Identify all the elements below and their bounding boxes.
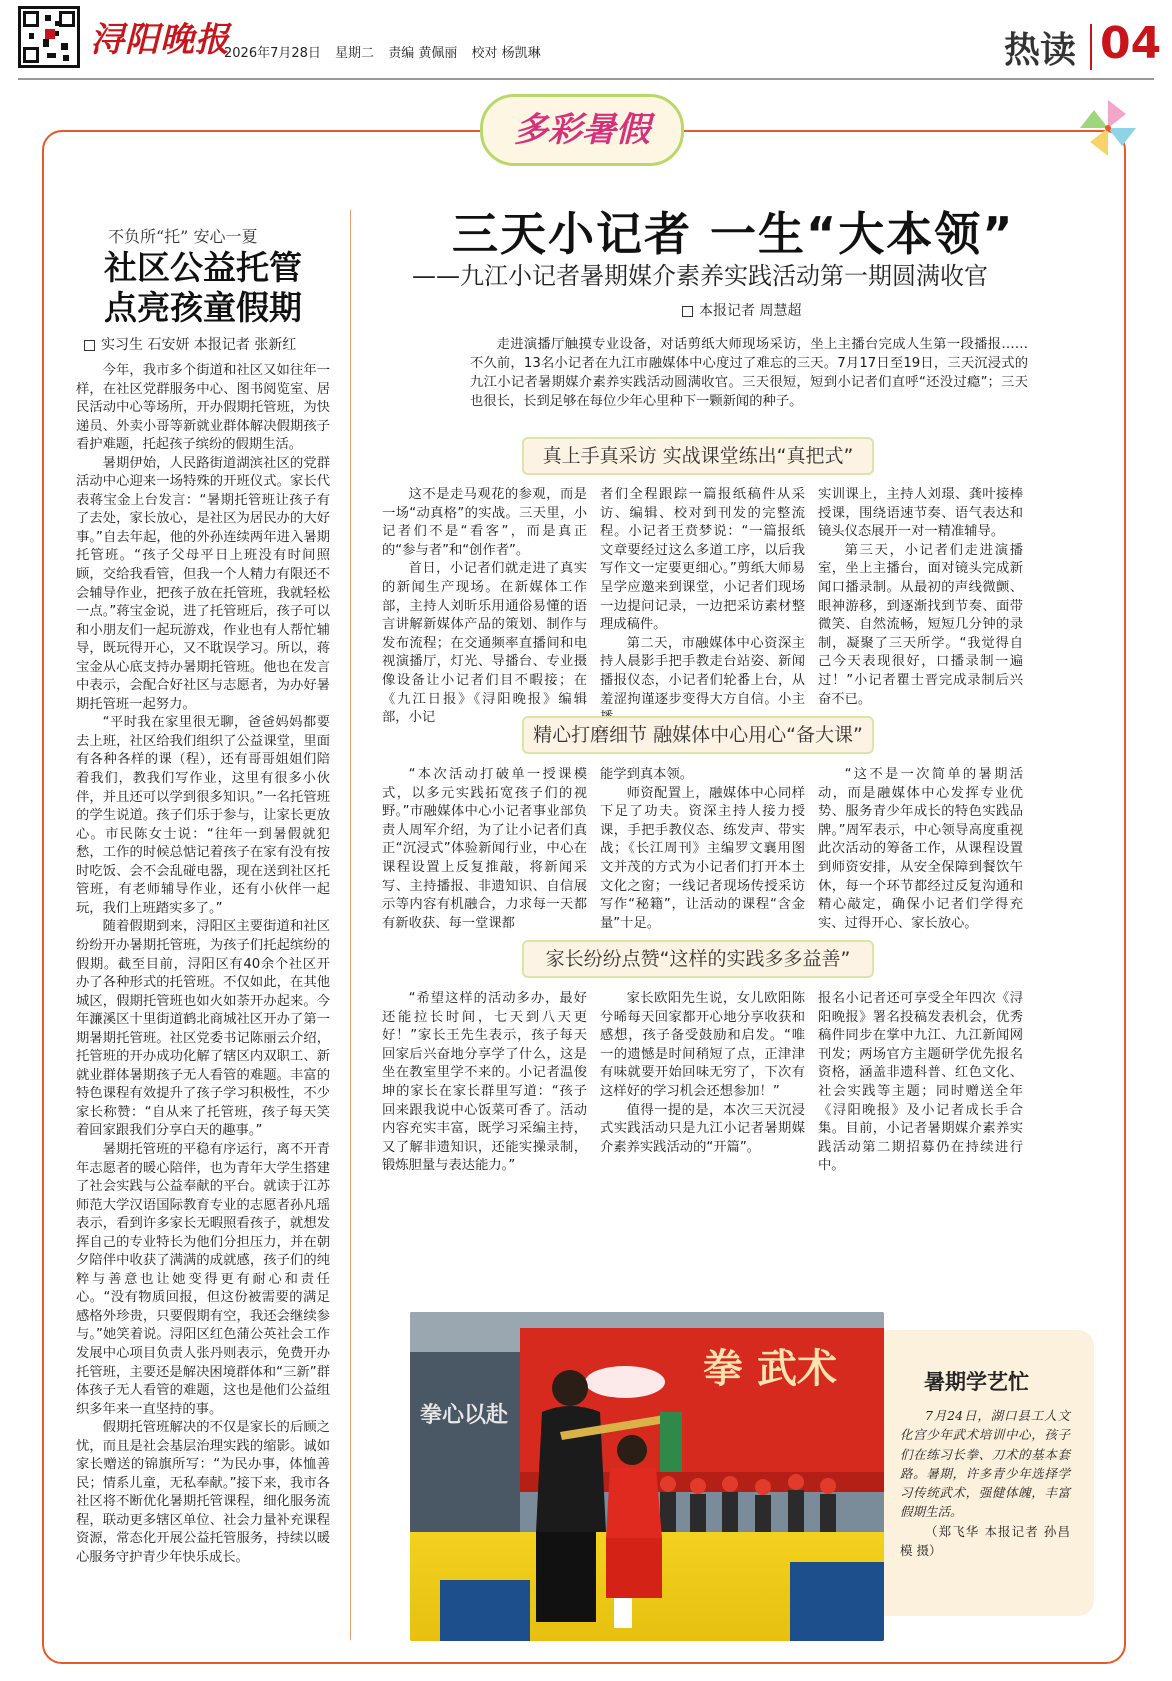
text-column [818, 486, 1023, 709]
left-article-byline: 实习生 石安妍 本报记者 张新红 [84, 334, 296, 354]
byline-box-icon [84, 340, 95, 351]
paragraph: 假期托管班解决的不仅是家长的后顾之忧，而且是社会基层治理实践的缩影。诚如家长赠送的锦旗所写：“为民办事，体恤善民；情系儿童，无私奉献。”接下来，我市各社区将不断优化暑期托管课程，细化服务流程，联动更多辖区单位、社会力量补充课程资源，常态化开展公益托管服务，持续以暖心服务守护青少年快乐成长。 [76, 1420, 330, 1565]
paragraph: 报名小记者还可享受全年四次《浔阳晚报》署名投稿发表机会，优秀稿件同步在掌中九江、九江新闻网刊发；两场官方主题研学优先报名资格，涵盖非遗科普、红色文化、社会实践等主题；同时赠送全年《浔阳晚报》及小记者成长手合集。目前，小记者暑期媒介素养实践活动第二期招募仍在持续进行中。 [818, 991, 1023, 1174]
paragraph: 这不是走马观花的参观，而是一场“动真格”的实战。三天里，小记者们不是“看客”，而是真正的“参与者”和“创作者”。 [382, 487, 587, 558]
paragraph: “这不是一次简单的暑期活动，而是融媒体中心发挥专业优势、服务青少年成长的特色实践品牌。”周军表示，中心领导高度重视此次活动的筹备工作，从课程设置到师资安排，从安全保障到餐饮午休，每一个环节都经过反复沟通和精心敲定，确保小记者们学得充实、过得开心、家长放心。 [818, 767, 1023, 931]
paragraph: 暑期伊始，人民路街道湖滨社区的党群活动中心迎来一场特殊的开班仪式。家长代表蒋宝金上台发言：“暑期托管班让孩子有了去处，家长放心，是社区为居民办的大好事。”自去年起，他的外孙连续两年进入暑期托管班。“孩子父母平日上班没有时间照顾，交给我看管，但我一个人精力有限还不会辅导作业，把孩子放在托管班，我就轻松一点。”蒋宝金说，进了托管班后，孩子可以和小朋友们一起玩游戏，作业也有人帮忙辅导，既玩得开心，又不耽误学习。所以，蒋宝金从心底支持办暑期托管班。他也在发言中表示，会配合好社区与志愿者，为办好暑期托管班一起努力。 [76, 455, 330, 712]
page-number: 04 [1100, 18, 1162, 69]
main-article-byline: 本报记者 周慧超 [682, 300, 801, 320]
paragraph: “希望这样的活动多办，最好还能拉长时间，七天到八天更好！”家长王先生表示，孩子每天回家后兴奋地分享学了什么，这是坐在教室里学不来的。小记者温俊坤的家长在家长群里写道：“孩子回来跟我说中心饭菜可香了。活动内容充实丰富，既学习采编主持，又了解非遗知识，还能实操录制，锻炼胆量与表达能力。” [382, 991, 587, 1174]
paragraph: 者们全程跟踪一篇报纸稿件从采访、编辑、校对到刊发的完整流程。小记者王贲梦说：“一篇报纸文章要经过这么多道工序，以后我写作文一定要更细心。”剪纸大师易呈学应邀来到课堂，小记者们现场一边提问记录，一边把采访素材整理成稿件。 [600, 487, 805, 633]
paragraph: “本次活动打破单一授课模式，以多元实践拓宽孩子们的视野。”市融媒体中心小记者事业部负责人周军介绍，为了让小记者们真正“沉浸式”体验新闻行业，中心在课程设置上反复推敲，将新闻采写、主持播报、非遗知识、自信展示等内容有机融合，力求每一天都有新收获、每一堂课都 [382, 767, 587, 931]
issue-info [224, 42, 551, 61]
issue-date: 2026年7月28日 [224, 46, 321, 61]
caption-title: 暑期学艺忙 [924, 1370, 1029, 1394]
main-article-lead: 走进演播厅触摸专业设备，对话剪纸大师现场采访，坐上主播台完成人生第一段播报……不久前，13名小记者在九江市融媒体中心度过了难忘的三天。7月17日至19日，三天沉浸式的九江小记者暑期媒介素养实践活动圆满收官。三天很短，短到小记者们直呼“还没过瘾”；三天也很长，长到足够在每位少年心里种下一颗新闻的种子。 [470, 337, 1028, 409]
issue-weekday: 星期二 [335, 46, 375, 61]
paragraph: 家长欧阳先生说，女儿欧阳陈兮晞每天回家都开心地分享收获和感想，孩子备受鼓励和启发。“唯一的遗憾是时间稍短了点，正津津有味就要开始回味无穷了，下次有这样好的学习机会还想参加！” [600, 991, 805, 1099]
text-column [600, 766, 805, 933]
martial-arts-photo [410, 1312, 884, 1641]
paragraph: 第二天，市融媒体中心资深主持人晨影手把手教走台站姿、新闻播报仪态，小记者们轮番上台，从羞涩拘谨逐步变得大方自信。小主 [600, 635, 805, 707]
left-title-line1: 社区公益托管 [104, 248, 302, 287]
paragraph: 实训课上，主持人刘璟、龚叶接棒授课，围绕语速节奏、语气表达和镜头仪态展开一对一精准辅导。 [818, 487, 1023, 540]
header-rule [18, 78, 1154, 80]
section-heading: 家长纷纷点赞“这样的实践多多益善” [522, 940, 874, 978]
text-column [818, 990, 1023, 1176]
main-article-title: 三天小记者 一生“大本领” [452, 207, 1015, 261]
paragraph: 值得一提的是，本次三天沉浸式实践活动只是九江小记者暑期媒介素养实践活动的“开篇”。 [600, 1102, 805, 1155]
paragraph: 第三天，小记者们走进演播室，坐上主播台，面对镜头完成新闻口播录制。从最初的声线微颤、眼神游移，到逐渐找到节奏、面带微笑、自然流畅，短短几分钟的录制，凝聚了三天所学。“我觉得自己今天表现很好，口播录制一遍过！”小记者瞿士晋完成录制后兴奋不已。 [818, 542, 1023, 707]
proofreader-credit: 校对 杨凯琳 [471, 46, 541, 61]
text-column [818, 766, 1023, 933]
byline-box-icon [682, 306, 693, 317]
photo-illustration [410, 1312, 884, 1641]
left-article-body [76, 362, 330, 1568]
editor-credit: 责编 黄佩丽 [388, 46, 458, 61]
summer-banner: 多彩暑假 [480, 94, 684, 166]
paragraph: 首日，小记者们就走进了真实的新闻生产现场。在新媒体工作部，主持人刘昕乐用通俗易懂的语言讲解新媒体产品的策划、制作与发布流程；在交通频率直播间和电视演播厅，灯光、导播台、专业摄像设备让小记者们目不暇接；在《九江日报》《浔阳晚报》编辑部，小记 [382, 561, 587, 726]
left-title-line2: 点亮孩童假期 [104, 288, 302, 327]
newspaper-logo: 浔阳晚报 [90, 20, 230, 60]
left-article-kicker: 不负所“托” 安心一夏 [108, 227, 258, 246]
paragraph: 师资配置上，融媒体中心同样下足了功夫。资深主持人接力授课，手把手教仪态、练发声、带实战；《长江周刊》主编罗文襄用图文并茂的方式为小记者们打开本土文化之窗；一线记者现场传授采访写作“秘籍”，让活动的课程“含金量”十足。 [600, 785, 805, 931]
qr-code [18, 6, 80, 68]
paragraph: 随着假期到来，浔阳区主要街道和社区纷纷开办暑期托管班，为孩子们托起缤纷的假期。截至目前，浔阳区有40余个社区开办了各种形式的托管班。不仅如此，在其他城区，假期托管班也如火如荼开办起来。今年濂溪区十里街道鹤北商城社区开办了第一期暑期托管班。社区党委书记陈丽云介绍，托管班的开办成功化解了辖区内双职工、新就业群体暑期孩子无人看管的难题。丰富的特色课程有效提升了孩子学习积极性，不少家长称赞：“自从来了托管班，孩子每天笑着回家跟我们分享白天的趣事。” [76, 919, 330, 1139]
column-divider [350, 210, 351, 1640]
photo-wall-text: 拳心以赴 [420, 1402, 509, 1428]
text-column [382, 990, 587, 1176]
section-heading: 真上手真采访 实战课堂练出“真把式” [522, 437, 874, 475]
pinwheel-icon [1076, 96, 1140, 160]
paragraph: “平时我在家里很无聊，爸爸妈妈都要去上班，社区给我们组织了公益课堂，里面有各种各样的课（程），还有哥哥姐姐们陪着我们，教我们写作业，这里有很多小伙伴，并且还可以学到很多知识。”一名托管班的学生说道。孩子们乐于参与，让家长更放心。市民陈女士说：“往年一到暑假就犯愁，工作的时候总惦记着孩子在家有没有按时吃饭、会不会乱碰电器，现在送到社区托管班，有老师辅导作业，还有小伙伴一起玩，我们上班踏实多了。” [76, 715, 330, 916]
text-column [382, 766, 587, 933]
main-article-subtitle: ——九江小记者暑期媒介素养实践活动第一期圆满收官 [412, 262, 988, 290]
photo-banner-text: 拳 武术 [703, 1345, 837, 1392]
photo-credit: （郑飞华 本报记者 孙昌模 摄） [900, 1523, 1070, 1559]
section-divider [1090, 24, 1092, 70]
paragraph: 能学到真本领。 [600, 767, 694, 782]
paragraph: 今年，我市多个街道和社区又如往年一样，在社区党群服务中心、图书阅览室、居民活动中心等场所，开办假期托管班，为快递员、外卖小哥等新就业群体解决假期孩子看护难题，托起孩子缤纷的假期生活。 [76, 363, 330, 453]
section-name: 热读 [1004, 29, 1077, 71]
paragraph: 暑期托管班的平稳有序运行，离不开青年志愿者的暖心陪伴，也为青年大学生搭建了社会实践与公益奉献的平台。就读于江苏师范大学汉语国际教育专业的志愿者孙凡瑶表示，看到许多家长无暇照看孩子，就想发挥自己的专业特长为他们分担压力，并在朝夕陪伴中收获了满满的成就感，孩子们的纯粹与善意也让她变得更有耐心和责任心。“没有物质回报，但这份被需要的满足感格外珍贵，只要假期有空，我还会继续参与。”她笑着说。浔阳区红色蒲公英社会工作发展中心项目负责人张丹则表示，免费开办托管班，主要还是解决困境群体和“三新”群体孩子无人看管的难题，这也是他们公益组织多年来一直坚持的事。 [76, 1141, 330, 1417]
text-column [600, 990, 805, 1157]
section-heading: 精心打磨细节 融媒体中心用心“备大课” [522, 716, 874, 754]
caption-text: 7月24日，湖口县工人文化宫少年武术培训中心，孩子们在练习长拳、刀术的基本套路。暑期，许多青少年选择学习传统武术，强健体魄，丰富假期生活。 （郑飞华 本报记者 孙昌模 摄） [900, 1406, 1070, 1560]
left-article-title [104, 248, 302, 328]
text-column [382, 486, 587, 728]
text-column [600, 486, 805, 728]
